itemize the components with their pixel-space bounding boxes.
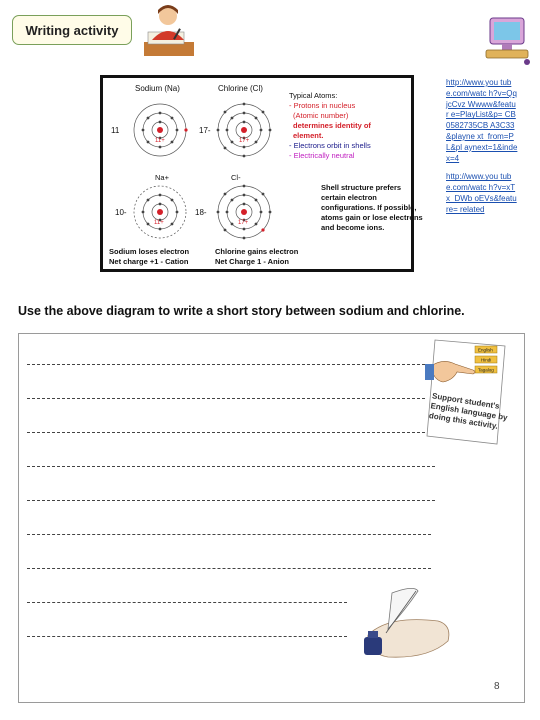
sodium-atom-charge: 11 [111,126,120,135]
sodium-ion-nucleus [157,209,163,215]
sodium-ion-charge: 10- [115,208,127,217]
shell-text-line-2: certain electron [321,193,377,202]
typical-atoms-line-6: - Electrically neutral [289,151,355,160]
support-button-tagalog: Tagalog [478,367,494,373]
support-button-hindi: Hindi [481,357,492,363]
sodium-caption-1: Sodium loses electron [109,247,190,256]
sodium-caption-2: Net charge +1 - Cation [109,257,189,266]
video-link-1[interactable]: http://www.you tube.com/watc h?v=QqjcCvz Wwww&featur e=PlayList&p= CB0582735CB A3C33&playne xt_from=PL&pl aynext=1&inde x=4 [446,78,518,163]
support-text: Support student's English language by doing this activity. [428,391,509,431]
sodium-nucleus-label: 11+ [155,138,165,144]
typical-atoms-line-5: - Electrons orbit in shells [289,141,371,150]
cl-ion-label: Cl- [231,173,241,182]
chlorine-ion-nucleus-label: 17+ [238,220,249,226]
computer-clipart [478,12,536,68]
chlorine-caption-1: Chlorine gains electron [215,247,299,256]
shell-text-line-4: atoms gain or lose electrons [321,213,423,222]
activity-instruction: Use the above diagram to write a short story between sodium and chlorine. [18,304,465,318]
quill-ink-clipart [348,585,458,663]
video-link-2[interactable]: http://www.you tube.com/watc h?v=xTx_DWb oEVs&feature= related [446,172,517,214]
sodium-ion-nucleus-label: 11+ [154,220,164,226]
writing-line[interactable] [27,500,435,501]
writing-activity-tag: Writing activity [12,15,132,45]
chlorine-nucleus-label: 17+ [239,138,250,144]
sodium-title: Sodium (Na) [135,84,180,93]
atom-diagram [100,75,423,272]
page-number: 8 [494,681,500,692]
typical-atoms-line-1: - Protons in nucleus [289,101,356,110]
writing-line[interactable] [27,466,435,467]
writing-line[interactable] [27,636,347,637]
writing-line[interactable] [27,534,431,535]
writing-line[interactable] [27,432,425,433]
writing-line[interactable] [27,568,431,569]
chlorine-nucleus [241,127,247,133]
writing-line[interactable] [27,398,425,399]
support-button-english: English [478,347,493,353]
typical-atoms-line-3: determines identity of [293,121,371,130]
chlorine-ion-charge: 18- [195,208,207,217]
writing-line[interactable] [27,364,425,365]
shell-text-line-1: Shell structure prefers [321,183,402,192]
shell-text-line-5: and become ions. [321,223,385,232]
na-ion-label: Na+ [155,173,169,182]
typical-atoms-line-2: (Atomic number) [293,111,349,120]
writing-line[interactable] [27,602,347,603]
chlorine-caption-2: Net Charge 1 - Anion [215,257,289,266]
atom-diagram-drawing [103,78,423,269]
shell-text-line-3: configurations. If possible, [321,203,417,212]
sodium-nucleus [157,127,163,133]
chlorine-title: Chlorine (Cl) [218,84,263,93]
typical-atoms-title: Typical Atoms: [289,91,338,100]
video-links [446,78,518,224]
chlorine-atom-charge: 17- [199,126,211,135]
student-writing-clipart [138,2,198,60]
chlorine-ion-nucleus [241,209,247,215]
typical-atoms-line-4: element. [293,131,324,140]
